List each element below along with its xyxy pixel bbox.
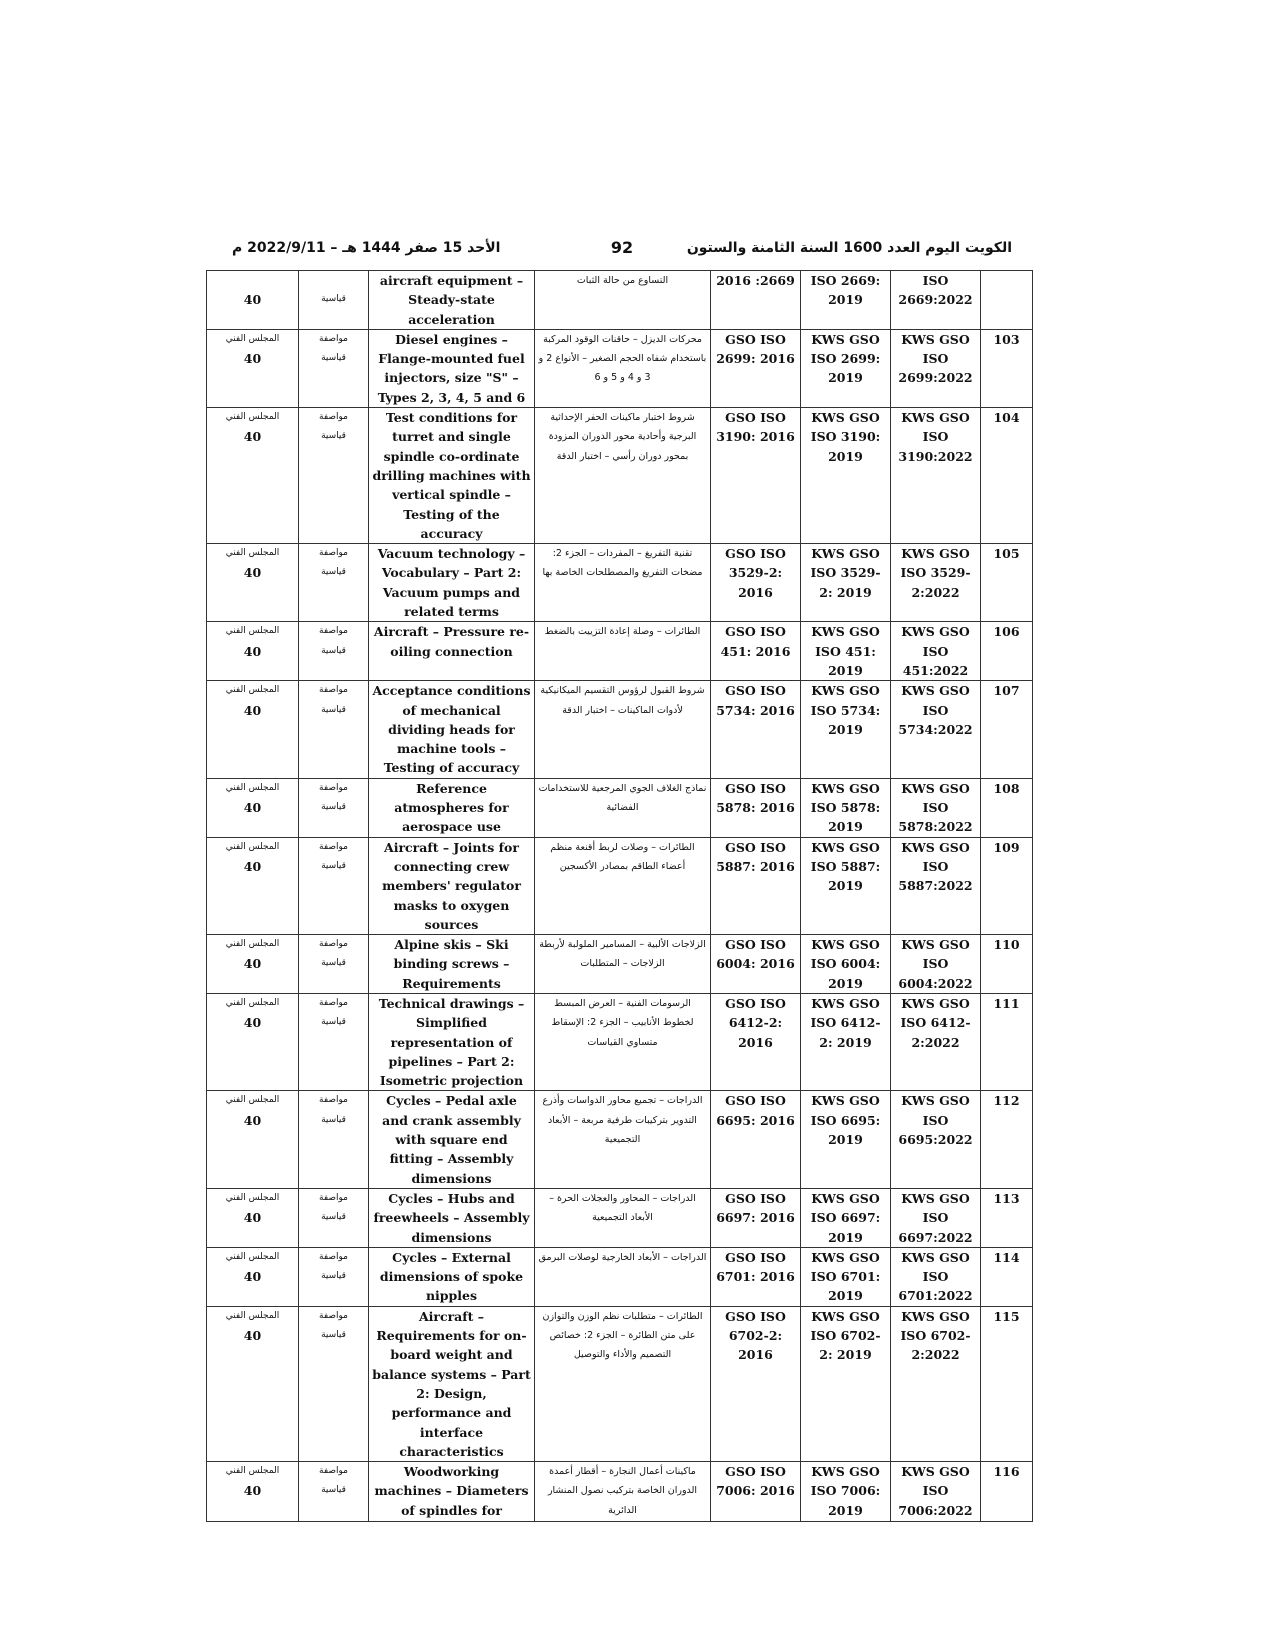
committee-line-1: المجلس الفني <box>225 841 280 852</box>
new-standard-code: KWS GSO ISO 5734:2022 <box>891 681 981 778</box>
old-standard-code: GSO ISO 6697: 2016 <box>711 1188 801 1247</box>
english-title: Acceptance conditions of mechanical dividing heads for machine tools – Testing of accuracy <box>369 681 535 778</box>
row-number: 111 <box>981 993 1033 1090</box>
old-standard-code: GSO ISO 6701: 2016 <box>711 1247 801 1306</box>
type-line-1: مواصفة <box>319 626 348 637</box>
english-title: Test conditions for turret and single spindle co-ordinate drilling machines with vertical spindle – Testing of the accuracy <box>369 408 535 544</box>
committee-number: 40 <box>243 1112 262 1128</box>
english-title: Cycles – External dimensions of spoke nipples <box>369 1247 535 1306</box>
committee-line-1: المجلس الفني <box>225 1192 280 1203</box>
type-line-1: مواصفة <box>319 548 348 559</box>
new-standard-code: KWS GSO ISO 2699:2022 <box>891 329 981 407</box>
old-standard-code: GSO ISO 6004: 2016 <box>711 935 801 994</box>
technical-committee <box>207 408 299 544</box>
page-number: 92 <box>610 238 634 257</box>
row-number: 105 <box>981 544 1033 622</box>
english-title: Cycles – Hubs and freewheels – Assembly dimensions <box>369 1188 535 1247</box>
replaced-standard-code: KWS GSO ISO 5734: 2019 <box>801 681 891 778</box>
new-standard-code: KWS GSO ISO 5878:2022 <box>891 778 981 837</box>
technical-committee <box>207 329 299 407</box>
new-standard-code: KWS GSO ISO 6697:2022 <box>891 1188 981 1247</box>
arabic-title: الطائرات – متطلبات نظم الوزن والتوازن على متن الطائرة – الجزء 2: خصائص التصميم والأداء والتوصيل <box>535 1306 711 1461</box>
english-title: Technical drawings – Simplified representation of pipelines – Part 2: Isometric projection <box>369 993 535 1090</box>
committee-number: 40 <box>243 1269 262 1285</box>
committee-number: 40 <box>243 956 262 972</box>
replaced-standard-code: KWS GSO ISO 5878: 2019 <box>801 778 891 837</box>
committee-number: 40 <box>243 1483 262 1499</box>
replaced-standard-code: KWS GSO ISO 6412-2: 2019 <box>801 993 891 1090</box>
type-line-2: قياسية <box>321 1271 346 1282</box>
replaced-standard-code: ISO 2669: 2019 <box>801 271 891 330</box>
english-title: Diesel engines – Flange-mounted fuel injectors, size "S" – Types 2, 3, 4, 5 and 6 <box>369 329 535 407</box>
committee-line-1: المجلس الفني <box>225 939 280 950</box>
committee-line-1: المجلس الفني <box>225 997 280 1008</box>
replaced-standard-code: KWS GSO ISO 7006: 2019 <box>801 1462 891 1522</box>
new-standard-code: KWS GSO ISO 5887:2022 <box>891 837 981 934</box>
arabic-title: الدراجات – الأبعاد الخارجية لوصلات البرمق <box>535 1247 711 1306</box>
document-type <box>299 544 369 622</box>
arabic-title: نماذج الغلاف الجوي المرجعية للاستخدامات الفضائية <box>535 778 711 837</box>
new-standard-code: KWS GSO ISO 6701:2022 <box>891 1247 981 1306</box>
replaced-standard-code: KWS GSO ISO 3190: 2019 <box>801 408 891 544</box>
row-number: 106 <box>981 622 1033 681</box>
type-line-2: قياسية <box>321 958 346 969</box>
technical-committee <box>207 1091 299 1188</box>
committee-number: 40 <box>243 351 262 367</box>
type-line-2: قياسية <box>321 567 346 578</box>
row-number: 112 <box>981 1091 1033 1188</box>
table-row <box>207 329 1033 407</box>
committee-line-1: المجلس الفني <box>225 626 280 637</box>
technical-committee <box>207 1462 299 1522</box>
type-line-2: قياسية <box>321 1114 346 1125</box>
replaced-standard-code: KWS GSO ISO 6701: 2019 <box>801 1247 891 1306</box>
english-title: Aircraft – Joints for connecting crew members' regulator masks to oxygen sources <box>369 837 535 934</box>
table-row <box>207 993 1033 1090</box>
type-line-2: قياسية <box>321 1017 346 1028</box>
old-standard-code: GSO ISO 7006: 2016 <box>711 1462 801 1522</box>
old-standard-code: GSO ISO 2699: 2016 <box>711 329 801 407</box>
arabic-title: الطائرات – وصلات لربط أقنعة منظم أعضاء الطاقم بمصادر الأكسجين <box>535 837 711 934</box>
document-type <box>299 622 369 681</box>
table-row <box>207 1462 1033 1522</box>
arabic-title: الدراجات – المحاور والعجلات الحرة – الأبعاد التجميعية <box>535 1188 711 1247</box>
english-title: aircraft equipment – Steady-state acceleration <box>369 271 535 330</box>
type-line-2: قياسية <box>321 294 346 305</box>
technical-committee <box>207 1188 299 1247</box>
type-line-1: مواصفة <box>319 1310 348 1321</box>
row-number: 103 <box>981 329 1033 407</box>
type-line-1: مواصفة <box>319 997 348 1008</box>
type-line-2: قياسية <box>321 704 346 715</box>
document-type <box>299 681 369 778</box>
type-line-2: قياسية <box>321 353 346 364</box>
english-title: Vacuum technology – Vocabulary – Part 2: Vacuum pumps and related terms <box>369 544 535 622</box>
old-standard-code: GSO ISO 6695: 2016 <box>711 1091 801 1188</box>
type-line-1: مواصفة <box>319 1192 348 1203</box>
row-number: 104 <box>981 408 1033 544</box>
committee-line-1: المجلس الفني <box>225 1466 280 1477</box>
arabic-title: الرسومات الفنية – العرض المبسط لخطوط الأنابيب – الجزء 2: الإسقاط متساوي القياسات <box>535 993 711 1090</box>
issue-date: الأحد 15 صفر 1444 هـ – 2022/9/11 م <box>232 240 501 256</box>
arabic-title: التساوع من حالة الثبات <box>535 271 711 330</box>
new-standard-code: KWS GSO ISO 451:2022 <box>891 622 981 681</box>
type-line-2: قياسية <box>321 431 346 442</box>
gazette-title: الكويت اليوم العدد 1600 السنة الثامنة والستون <box>686 240 1012 256</box>
table-row <box>207 271 1033 330</box>
document-type <box>299 1247 369 1306</box>
replaced-standard-code: KWS GSO ISO 2699: 2019 <box>801 329 891 407</box>
english-title: Reference atmospheres for aerospace use <box>369 778 535 837</box>
document-type <box>299 778 369 837</box>
technical-committee <box>207 544 299 622</box>
english-title: Woodworking machines – Diameters of spindles for <box>369 1462 535 1522</box>
type-line-2: قياسية <box>321 1212 346 1223</box>
english-title: Cycles – Pedal axle and crank assembly with square end fitting – Assembly dimensions <box>369 1091 535 1188</box>
arabic-title: الزلاجات الألبية – المسامير الملولبة لأربطة الزلاجات – المتطلبات <box>535 935 711 994</box>
table-row <box>207 622 1033 681</box>
arabic-title: الدراجات – تجميع محاور الدواسات وأذرع التدوير بتركيبات طرفية مربعة – الأبعاد التجميعية <box>535 1091 711 1188</box>
committee-number: 40 <box>243 643 262 659</box>
old-standard-code: GSO ISO 3529-2: 2016 <box>711 544 801 622</box>
type-line-2: قياسية <box>321 1485 346 1496</box>
committee-line-1: المجلس الفني <box>225 782 280 793</box>
arabic-title: الطائرات – وصلة إعادة التزييت بالضغط <box>535 622 711 681</box>
replaced-standard-code: KWS GSO ISO 3529-2: 2019 <box>801 544 891 622</box>
new-standard-code: KWS GSO ISO 3190:2022 <box>891 408 981 544</box>
type-line-1: مواصفة <box>319 333 348 344</box>
type-line-2: قياسية <box>321 1330 346 1341</box>
committee-number: 40 <box>243 292 262 308</box>
committee-line-1: المجلس الفني <box>225 333 280 344</box>
english-title: Aircraft – Pressure re-oiling connection <box>369 622 535 681</box>
table-row <box>207 408 1033 544</box>
new-standard-code: KWS GSO ISO 6004:2022 <box>891 935 981 994</box>
technical-committee <box>207 1306 299 1461</box>
table-row <box>207 1306 1033 1461</box>
type-line-1: مواصفة <box>319 412 348 423</box>
row-number: 108 <box>981 778 1033 837</box>
type-line-1: مواصفة <box>319 939 348 950</box>
table-row <box>207 544 1033 622</box>
type-line-1: مواصفة <box>319 1095 348 1106</box>
type-line-1: مواصفة <box>319 841 348 852</box>
table-row <box>207 1247 1033 1306</box>
new-standard-code: KWS GSO ISO 6702-2:2022 <box>891 1306 981 1461</box>
technical-committee <box>207 1247 299 1306</box>
committee-line-1: المجلس الفني <box>225 1310 280 1321</box>
row-number: 115 <box>981 1306 1033 1461</box>
document-type <box>299 271 369 330</box>
committee-number: 40 <box>243 702 262 718</box>
old-standard-code: GSO ISO 6702-2: 2016 <box>711 1306 801 1461</box>
standards-rows <box>207 271 1033 1522</box>
committee-number: 40 <box>243 429 262 445</box>
document-type <box>299 837 369 934</box>
committee-line-1: المجلس الفني <box>225 1095 280 1106</box>
document-type <box>299 1306 369 1461</box>
type-line-1: مواصفة <box>319 782 348 793</box>
table-row <box>207 837 1033 934</box>
table-row <box>207 778 1033 837</box>
document-type <box>299 935 369 994</box>
technical-committee <box>207 778 299 837</box>
type-line-1: مواصفة <box>319 1466 348 1477</box>
replaced-standard-code: KWS GSO ISO 6702-2: 2019 <box>801 1306 891 1461</box>
table-row <box>207 935 1033 994</box>
row-number: 113 <box>981 1188 1033 1247</box>
table-row <box>207 681 1033 778</box>
document-type <box>299 1091 369 1188</box>
arabic-title: تقنية التفريغ – المفردات – الجزء 2: مضخات التفريغ والمصطلحات الخاصة بها <box>535 544 711 622</box>
document-type <box>299 993 369 1090</box>
committee-number: 40 <box>243 800 262 816</box>
old-standard-code: 2669: 2016 <box>711 271 801 330</box>
replaced-standard-code: KWS GSO ISO 5887: 2019 <box>801 837 891 934</box>
type-line-2: قياسية <box>321 802 346 813</box>
row-number <box>981 271 1033 330</box>
new-standard-code: KWS GSO ISO 7006:2022 <box>891 1462 981 1522</box>
new-standard-code: KWS GSO ISO 6412-2:2022 <box>891 993 981 1090</box>
old-standard-code: GSO ISO 451: 2016 <box>711 622 801 681</box>
standards-table <box>206 270 1033 1522</box>
technical-committee <box>207 681 299 778</box>
row-number: 114 <box>981 1247 1033 1306</box>
committee-number: 40 <box>243 1210 262 1226</box>
type-line-1: مواصفة <box>319 1251 348 1262</box>
committee-number: 40 <box>243 1328 262 1344</box>
arabic-title: محركات الديزل – حاقنات الوقود المركبة باستخدام شفاه الحجم الصغير – الأنواع 2 و 3 و 4 و 5 و 6 <box>535 329 711 407</box>
arabic-title: شروط اختبار ماكينات الحفر الإحداثية البرجية وأحادية محور الدوران المزودة بمحور دوران رأسي – اختبار الدقة <box>535 408 711 544</box>
type-line-2: قياسية <box>321 860 346 871</box>
new-standard-code: KWS GSO ISO 6695:2022 <box>891 1091 981 1188</box>
table-row <box>207 1091 1033 1188</box>
replaced-standard-code: KWS GSO ISO 6695: 2019 <box>801 1091 891 1188</box>
technical-committee <box>207 622 299 681</box>
replaced-standard-code: KWS GSO ISO 6697: 2019 <box>801 1188 891 1247</box>
old-standard-code: GSO ISO 5887: 2016 <box>711 837 801 934</box>
technical-committee <box>207 935 299 994</box>
old-standard-code: GSO ISO 5878: 2016 <box>711 778 801 837</box>
committee-line-1: المجلس الفني <box>225 685 280 696</box>
old-standard-code: GSO ISO 5734: 2016 <box>711 681 801 778</box>
english-title: Alpine skis – Ski binding screws – Requirements <box>369 935 535 994</box>
committee-line-1: المجلس الفني <box>225 412 280 423</box>
document-type <box>299 1462 369 1522</box>
old-standard-code: GSO ISO 3190: 2016 <box>711 408 801 544</box>
arabic-title: ماكينات أعمال النجارة – أقطار أعمدة الدوران الخاصة بتركيب نصول المنشار الدائرية <box>535 1462 711 1522</box>
type-line-2: قياسية <box>321 645 346 656</box>
technical-committee <box>207 271 299 330</box>
new-standard-code: ISO 2669:2022 <box>891 271 981 330</box>
row-number: 116 <box>981 1462 1033 1522</box>
row-number: 110 <box>981 935 1033 994</box>
committee-line-1: المجلس الفني <box>225 548 280 559</box>
committee-number: 40 <box>243 1015 262 1031</box>
committee-number: 40 <box>243 858 262 874</box>
old-standard-code: GSO ISO 6412-2: 2016 <box>711 993 801 1090</box>
document-type <box>299 1188 369 1247</box>
new-standard-code: KWS GSO ISO 3529-2:2022 <box>891 544 981 622</box>
committee-line-1: المجلس الفني <box>225 1251 280 1262</box>
replaced-standard-code: KWS GSO ISO 451: 2019 <box>801 622 891 681</box>
type-line-1: مواصفة <box>319 685 348 696</box>
document-type <box>299 329 369 407</box>
replaced-standard-code: KWS GSO ISO 6004: 2019 <box>801 935 891 994</box>
table-row <box>207 1188 1033 1247</box>
row-number: 107 <box>981 681 1033 778</box>
arabic-title: شروط القبول لرؤوس التقسيم الميكانيكية لأدوات الماكينات – اختبار الدقة <box>535 681 711 778</box>
page-header <box>232 238 1012 262</box>
technical-committee <box>207 993 299 1090</box>
row-number: 109 <box>981 837 1033 934</box>
technical-committee <box>207 837 299 934</box>
english-title: Aircraft – Requirements for on-board weight and balance systems – Part 2: Design, performance and interface characteristics <box>369 1306 535 1461</box>
document-type <box>299 408 369 544</box>
committee-number: 40 <box>243 565 262 581</box>
